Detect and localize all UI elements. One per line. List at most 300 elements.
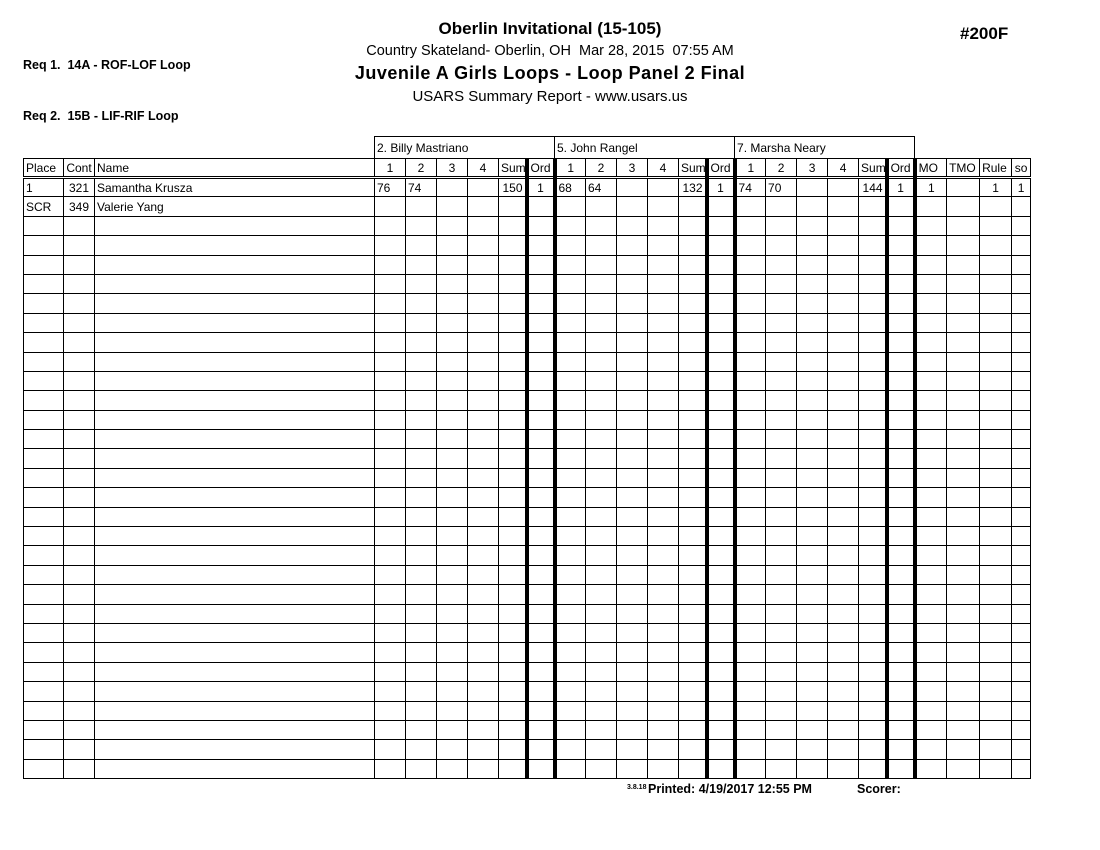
- judge1-score3-cell: [437, 178, 468, 197]
- tmo-cell: [947, 294, 980, 313]
- judge2-score4-cell: [648, 352, 679, 371]
- cont-cell: [64, 449, 95, 468]
- name-cell: [95, 662, 375, 681]
- judge1-score3-cell: [437, 430, 468, 449]
- judge1-ord-cell: [527, 371, 555, 390]
- so-cell: [1012, 662, 1031, 681]
- judge2-score4-cell: [648, 430, 679, 449]
- judge3-score1-cell: [735, 488, 766, 507]
- mo-cell: [915, 759, 947, 778]
- place-cell: [24, 740, 64, 759]
- tmo-cell: [947, 759, 980, 778]
- judge2-sum-cell: [679, 565, 707, 584]
- place-cell: [24, 604, 64, 623]
- printed-timestamp: Printed: 4/19/2017 12:55 PM: [648, 782, 812, 796]
- judge2-score1-cell: [555, 255, 586, 274]
- table-row: [24, 468, 1031, 487]
- judge2-score1-cell: [555, 236, 586, 255]
- judge1-score1-cell: [375, 274, 406, 293]
- judge2-score2-cell: [586, 255, 617, 274]
- cont-cell: [64, 313, 95, 332]
- judge2-ord-cell: [707, 197, 735, 216]
- judge1-score1-cell: [375, 740, 406, 759]
- judge3-score2-cell: [766, 352, 797, 371]
- judge1-score2-cell: [406, 274, 437, 293]
- judge2-sum-cell: [679, 585, 707, 604]
- judge3-score2-cell: [766, 604, 797, 623]
- judge3-ord-cell: 1: [887, 178, 915, 197]
- so-cell: [1012, 313, 1031, 332]
- judge2-score1-cell: [555, 391, 586, 410]
- rule-cell: [980, 410, 1012, 429]
- judge1-score4-cell: [468, 178, 499, 197]
- judge3-score3-cell: [797, 410, 828, 429]
- judge2-sum-cell: [679, 294, 707, 313]
- col-header-name: Name: [95, 159, 375, 178]
- so-cell: [1012, 391, 1031, 410]
- judge1-score1-cell: [375, 507, 406, 526]
- name-cell: [95, 216, 375, 235]
- cont-cell: [64, 333, 95, 352]
- judge1-ord-cell: [527, 527, 555, 546]
- judge2-score3-cell: [617, 216, 648, 235]
- judge3-ord-cell: [887, 449, 915, 468]
- judge3-score3-cell: [797, 371, 828, 390]
- judge1-score1-cell: [375, 391, 406, 410]
- judge1-score4-cell: [468, 236, 499, 255]
- judge1-score3-cell: [437, 740, 468, 759]
- tmo-cell: [947, 604, 980, 623]
- mo-cell: [915, 507, 947, 526]
- judge2-ord-cell: [707, 740, 735, 759]
- cont-cell: [64, 701, 95, 720]
- judge3-sum-cell: [859, 585, 887, 604]
- judge3-sum-cell: [859, 740, 887, 759]
- scorer-label: Scorer:: [857, 782, 901, 796]
- judge1-score4-cell: [468, 255, 499, 274]
- mo-cell: [915, 410, 947, 429]
- judge1-sum-cell: [499, 546, 527, 565]
- judge3-sum-cell: [859, 604, 887, 623]
- judge2-score2-cell: [586, 585, 617, 604]
- judge1-score2-cell: 74: [406, 178, 437, 197]
- judge2-sum-cell: [679, 197, 707, 216]
- judge3-ord-cell: [887, 565, 915, 584]
- rule-cell: [980, 197, 1012, 216]
- judge3-score1-cell: [735, 255, 766, 274]
- rule-cell: [980, 604, 1012, 623]
- judge3-sum-cell: [859, 449, 887, 468]
- judge2-score3-cell: [617, 759, 648, 778]
- judge2-ord-cell: [707, 585, 735, 604]
- cont-cell: [64, 507, 95, 526]
- judge3-ord-cell: [887, 274, 915, 293]
- so-cell: [1012, 371, 1031, 390]
- judge1-ord-cell: [527, 759, 555, 778]
- judge2-score2-cell: [586, 391, 617, 410]
- judge2-score1-cell: [555, 527, 586, 546]
- name-cell: [95, 527, 375, 546]
- judges-header-row: [24, 137, 1031, 159]
- judge2-sum-cell: [679, 333, 707, 352]
- judge1-score2-cell: [406, 662, 437, 681]
- judge3-score4-cell: [828, 178, 859, 197]
- judge3-ord-cell: [887, 585, 915, 604]
- judge2-score1-cell: [555, 488, 586, 507]
- judge1-score4-cell: [468, 623, 499, 642]
- tmo-cell: [947, 449, 980, 468]
- judge2-score4-cell: [648, 759, 679, 778]
- judge3-score2-cell: [766, 236, 797, 255]
- judge3-score1-cell: 74: [735, 178, 766, 197]
- judge3-sum-cell: [859, 294, 887, 313]
- judge1-score1-cell: [375, 216, 406, 235]
- judge2-score2-cell: [586, 759, 617, 778]
- judge1-score4-cell: [468, 565, 499, 584]
- judge3-ord-cell: [887, 391, 915, 410]
- judge1-score4-cell: [468, 662, 499, 681]
- cont-cell: [64, 410, 95, 429]
- judge1-sum-cell: [499, 585, 527, 604]
- judge3-sum-cell: [859, 468, 887, 487]
- judge2-ord-cell: [707, 449, 735, 468]
- judge1-sum-cell: [499, 682, 527, 701]
- judge3-score1-cell: [735, 294, 766, 313]
- judge3-ord-cell: [887, 255, 915, 274]
- judge3-score2-cell: [766, 643, 797, 662]
- judge3-sum-cell: [859, 430, 887, 449]
- judge3-score1-cell: [735, 701, 766, 720]
- rule-cell: [980, 662, 1012, 681]
- name-cell: [95, 449, 375, 468]
- judge3-score1-cell: [735, 352, 766, 371]
- judge1-score4-cell: [468, 527, 499, 546]
- judge3-sum-cell: [859, 313, 887, 332]
- tmo-cell: [947, 352, 980, 371]
- judge3-score1-cell: [735, 759, 766, 778]
- judge3-score4-cell: [828, 585, 859, 604]
- cont-cell: [64, 352, 95, 371]
- judge1-score2-cell: [406, 701, 437, 720]
- judge1-score2-cell: [406, 585, 437, 604]
- cont-cell: [64, 604, 95, 623]
- judge3-score3-cell: [797, 313, 828, 332]
- judge2-score1-cell: [555, 468, 586, 487]
- place-cell: [24, 488, 64, 507]
- judge2-score4-cell: [648, 391, 679, 410]
- judge2-score3-cell: [617, 255, 648, 274]
- judge1-score1-cell: [375, 759, 406, 778]
- judge3-score4-cell: [828, 313, 859, 332]
- judge2-score4-cell: [648, 643, 679, 662]
- so-cell: [1012, 643, 1031, 662]
- place-cell: [24, 371, 64, 390]
- tmo-cell: [947, 274, 980, 293]
- judge2-score3-cell: [617, 449, 648, 468]
- rule-cell: [980, 255, 1012, 274]
- judge3-score2-cell: [766, 565, 797, 584]
- judge1-score3-cell: [437, 565, 468, 584]
- mo-cell: [915, 294, 947, 313]
- tmo-cell: [947, 527, 980, 546]
- judge2-score4-cell: [648, 216, 679, 235]
- tmo-cell: [947, 546, 980, 565]
- name-cell: [95, 313, 375, 332]
- judge3-score1-cell: [735, 662, 766, 681]
- judge2-ord-cell: [707, 371, 735, 390]
- cont-cell: [64, 391, 95, 410]
- judge3-ord-cell: [887, 236, 915, 255]
- judge1-score2-cell: [406, 527, 437, 546]
- judge1-score2-cell: [406, 488, 437, 507]
- judge2-score3-cell: [617, 274, 648, 293]
- judge1-score1-cell: [375, 468, 406, 487]
- judge3-ord-cell: [887, 740, 915, 759]
- tmo-cell: [947, 313, 980, 332]
- table-row: [24, 740, 1031, 759]
- rule-cell: [980, 527, 1012, 546]
- judge2-score1-cell: [555, 430, 586, 449]
- judge1-score2-cell: [406, 623, 437, 642]
- judge2-score3-cell: [617, 701, 648, 720]
- judge3-score3-cell: [797, 546, 828, 565]
- judge1-score1-cell: [375, 488, 406, 507]
- judge2-sum-cell: [679, 507, 707, 526]
- judge2-ord-cell: [707, 643, 735, 662]
- judge2-sum-cell: [679, 720, 707, 739]
- judge1-score3-cell: [437, 274, 468, 293]
- judge3-score2-cell: [766, 507, 797, 526]
- col-header-rule: Rule: [980, 159, 1012, 178]
- judge1-ord-cell: [527, 740, 555, 759]
- cont-cell: [64, 430, 95, 449]
- col-header-j1-1: 1: [375, 159, 406, 178]
- judges-row-left-spacer: [24, 137, 375, 159]
- table-row: [24, 488, 1031, 507]
- judge2-score4-cell: [648, 488, 679, 507]
- judge2-score4-cell: [648, 236, 679, 255]
- judge3-score3-cell: [797, 430, 828, 449]
- judge1-sum-cell: [499, 274, 527, 293]
- judge3-score1-cell: [735, 236, 766, 255]
- mo-cell: [915, 565, 947, 584]
- judge3-ord-cell: [887, 468, 915, 487]
- judge2-score2-cell: [586, 701, 617, 720]
- judge2-score3-cell: [617, 236, 648, 255]
- place-cell: [24, 352, 64, 371]
- name-cell: [95, 488, 375, 507]
- place-cell: [24, 236, 64, 255]
- place-cell: [24, 759, 64, 778]
- tmo-cell: [947, 507, 980, 526]
- req-1-line: Req 1. 14A - ROF-LOF Loop: [23, 58, 191, 72]
- judge3-sum-cell: [859, 488, 887, 507]
- mo-cell: [915, 546, 947, 565]
- judge1-ord-cell: [527, 488, 555, 507]
- judge3-sum-cell: [859, 701, 887, 720]
- col-header-j1-4: 4: [468, 159, 499, 178]
- judge2-sum-cell: [679, 740, 707, 759]
- col-header-j3-4: 4: [828, 159, 859, 178]
- judge1-score2-cell: [406, 352, 437, 371]
- col-header-so: so: [1012, 159, 1031, 178]
- judge2-score3-cell: [617, 313, 648, 332]
- judge3-score4-cell: [828, 604, 859, 623]
- judge2-score3-cell: [617, 371, 648, 390]
- judge3-score1-cell: [735, 449, 766, 468]
- judge1-score4-cell: [468, 371, 499, 390]
- judge1-score2-cell: [406, 565, 437, 584]
- judge2-score2-cell: [586, 197, 617, 216]
- name-cell: [95, 643, 375, 662]
- place-cell: [24, 333, 64, 352]
- cont-cell: [64, 546, 95, 565]
- judge1-sum-cell: [499, 430, 527, 449]
- judge3-score1-cell: [735, 410, 766, 429]
- judge1-score4-cell: [468, 759, 499, 778]
- judge1-ord-cell: [527, 274, 555, 293]
- col-header-j2-1: 1: [555, 159, 586, 178]
- judge3-score1-cell: [735, 274, 766, 293]
- judge1-score1-cell: [375, 410, 406, 429]
- mo-cell: [915, 604, 947, 623]
- judge1-score1-cell: [375, 371, 406, 390]
- judge3-ord-cell: [887, 352, 915, 371]
- judge3-score4-cell: [828, 507, 859, 526]
- judge3-score1-cell: [735, 623, 766, 642]
- judge2-ord-cell: [707, 488, 735, 507]
- tmo-cell: [947, 662, 980, 681]
- rule-cell: [980, 468, 1012, 487]
- place-cell: [24, 255, 64, 274]
- place-cell: [24, 546, 64, 565]
- judge1-sum-cell: [499, 565, 527, 584]
- judge2-score1-cell: [555, 546, 586, 565]
- judge1-score3-cell: [437, 391, 468, 410]
- table-row: [24, 701, 1031, 720]
- judge1-score2-cell: [406, 759, 437, 778]
- mo-cell: [915, 391, 947, 410]
- judge3-ord-cell: [887, 643, 915, 662]
- judge2-ord-cell: [707, 216, 735, 235]
- judge1-score2-cell: [406, 430, 437, 449]
- col-header-j1-sum: Sum: [499, 159, 527, 178]
- judge2-score4-cell: [648, 333, 679, 352]
- judge1-score2-cell: [406, 391, 437, 410]
- judge1-score1-cell: [375, 546, 406, 565]
- judge3-score1-cell: [735, 216, 766, 235]
- rule-cell: [980, 565, 1012, 584]
- judge3-score3-cell: [797, 507, 828, 526]
- table-row: [24, 236, 1031, 255]
- judge2-score2-cell: [586, 565, 617, 584]
- judge1-sum-cell: 150: [499, 178, 527, 197]
- judge2-sum-cell: [679, 759, 707, 778]
- judge3-ord-cell: [887, 546, 915, 565]
- mo-cell: [915, 720, 947, 739]
- judge3-score2-cell: [766, 701, 797, 720]
- so-cell: [1012, 565, 1031, 584]
- judge1-score1-cell: [375, 682, 406, 701]
- place-cell: [24, 527, 64, 546]
- judge2-ord-cell: [707, 236, 735, 255]
- judge1-ord-cell: [527, 410, 555, 429]
- table-row: [24, 255, 1031, 274]
- cont-cell: [64, 488, 95, 507]
- judge2-score4-cell: [648, 468, 679, 487]
- judge1-score2-cell: [406, 449, 437, 468]
- judge1-score1-cell: [375, 430, 406, 449]
- judge1-score4-cell: [468, 391, 499, 410]
- judge3-score4-cell: [828, 255, 859, 274]
- judge2-score1-cell: [555, 313, 586, 332]
- judge2-ord-cell: [707, 701, 735, 720]
- judge1-score2-cell: [406, 216, 437, 235]
- name-cell: [95, 546, 375, 565]
- judge2-sum-cell: [679, 449, 707, 468]
- judge1-score4-cell: [468, 352, 499, 371]
- table-row: [24, 294, 1031, 313]
- rule-cell: [980, 488, 1012, 507]
- judge1-score3-cell: [437, 527, 468, 546]
- judge2-score2-cell: [586, 662, 617, 681]
- judge3-score3-cell: [797, 740, 828, 759]
- judge3-ord-cell: [887, 507, 915, 526]
- judge3-score3-cell: [797, 701, 828, 720]
- name-cell: [95, 371, 375, 390]
- tmo-cell: [947, 371, 980, 390]
- judge1-score1-cell: [375, 333, 406, 352]
- judge3-score4-cell: [828, 216, 859, 235]
- rule-cell: [980, 430, 1012, 449]
- judge3-score2-cell: [766, 255, 797, 274]
- judge2-sum-cell: [679, 371, 707, 390]
- tmo-cell: [947, 701, 980, 720]
- place-cell: [24, 430, 64, 449]
- judge1-score1-cell: [375, 527, 406, 546]
- judge1-score2-cell: [406, 720, 437, 739]
- so-cell: [1012, 720, 1031, 739]
- judge1-score3-cell: [437, 701, 468, 720]
- col-header-j3-ord: Ord: [887, 159, 915, 178]
- judge3-score2-cell: [766, 585, 797, 604]
- table-row: [24, 371, 1031, 390]
- judge3-sum-cell: [859, 197, 887, 216]
- mo-cell: [915, 488, 947, 507]
- so-cell: [1012, 216, 1031, 235]
- tmo-cell: [947, 255, 980, 274]
- report-header: [0, 20, 1100, 104]
- judge3-sum-cell: [859, 643, 887, 662]
- rule-cell: [980, 216, 1012, 235]
- tmo-cell: [947, 236, 980, 255]
- judge2-score1-cell: [555, 682, 586, 701]
- so-cell: [1012, 197, 1031, 216]
- judge2-score2-cell: [586, 546, 617, 565]
- judge3-score4-cell: [828, 720, 859, 739]
- judge3-score1-cell: [735, 430, 766, 449]
- judge2-score3-cell: [617, 682, 648, 701]
- judge3-score2-cell: [766, 371, 797, 390]
- judge2-score1-cell: [555, 701, 586, 720]
- so-cell: [1012, 585, 1031, 604]
- col-header-j3-sum: Sum: [859, 159, 887, 178]
- judge1-sum-cell: [499, 236, 527, 255]
- judge2-sum-cell: [679, 546, 707, 565]
- judge1-sum-cell: [499, 468, 527, 487]
- judge2-sum-cell: [679, 488, 707, 507]
- cont-cell: [64, 682, 95, 701]
